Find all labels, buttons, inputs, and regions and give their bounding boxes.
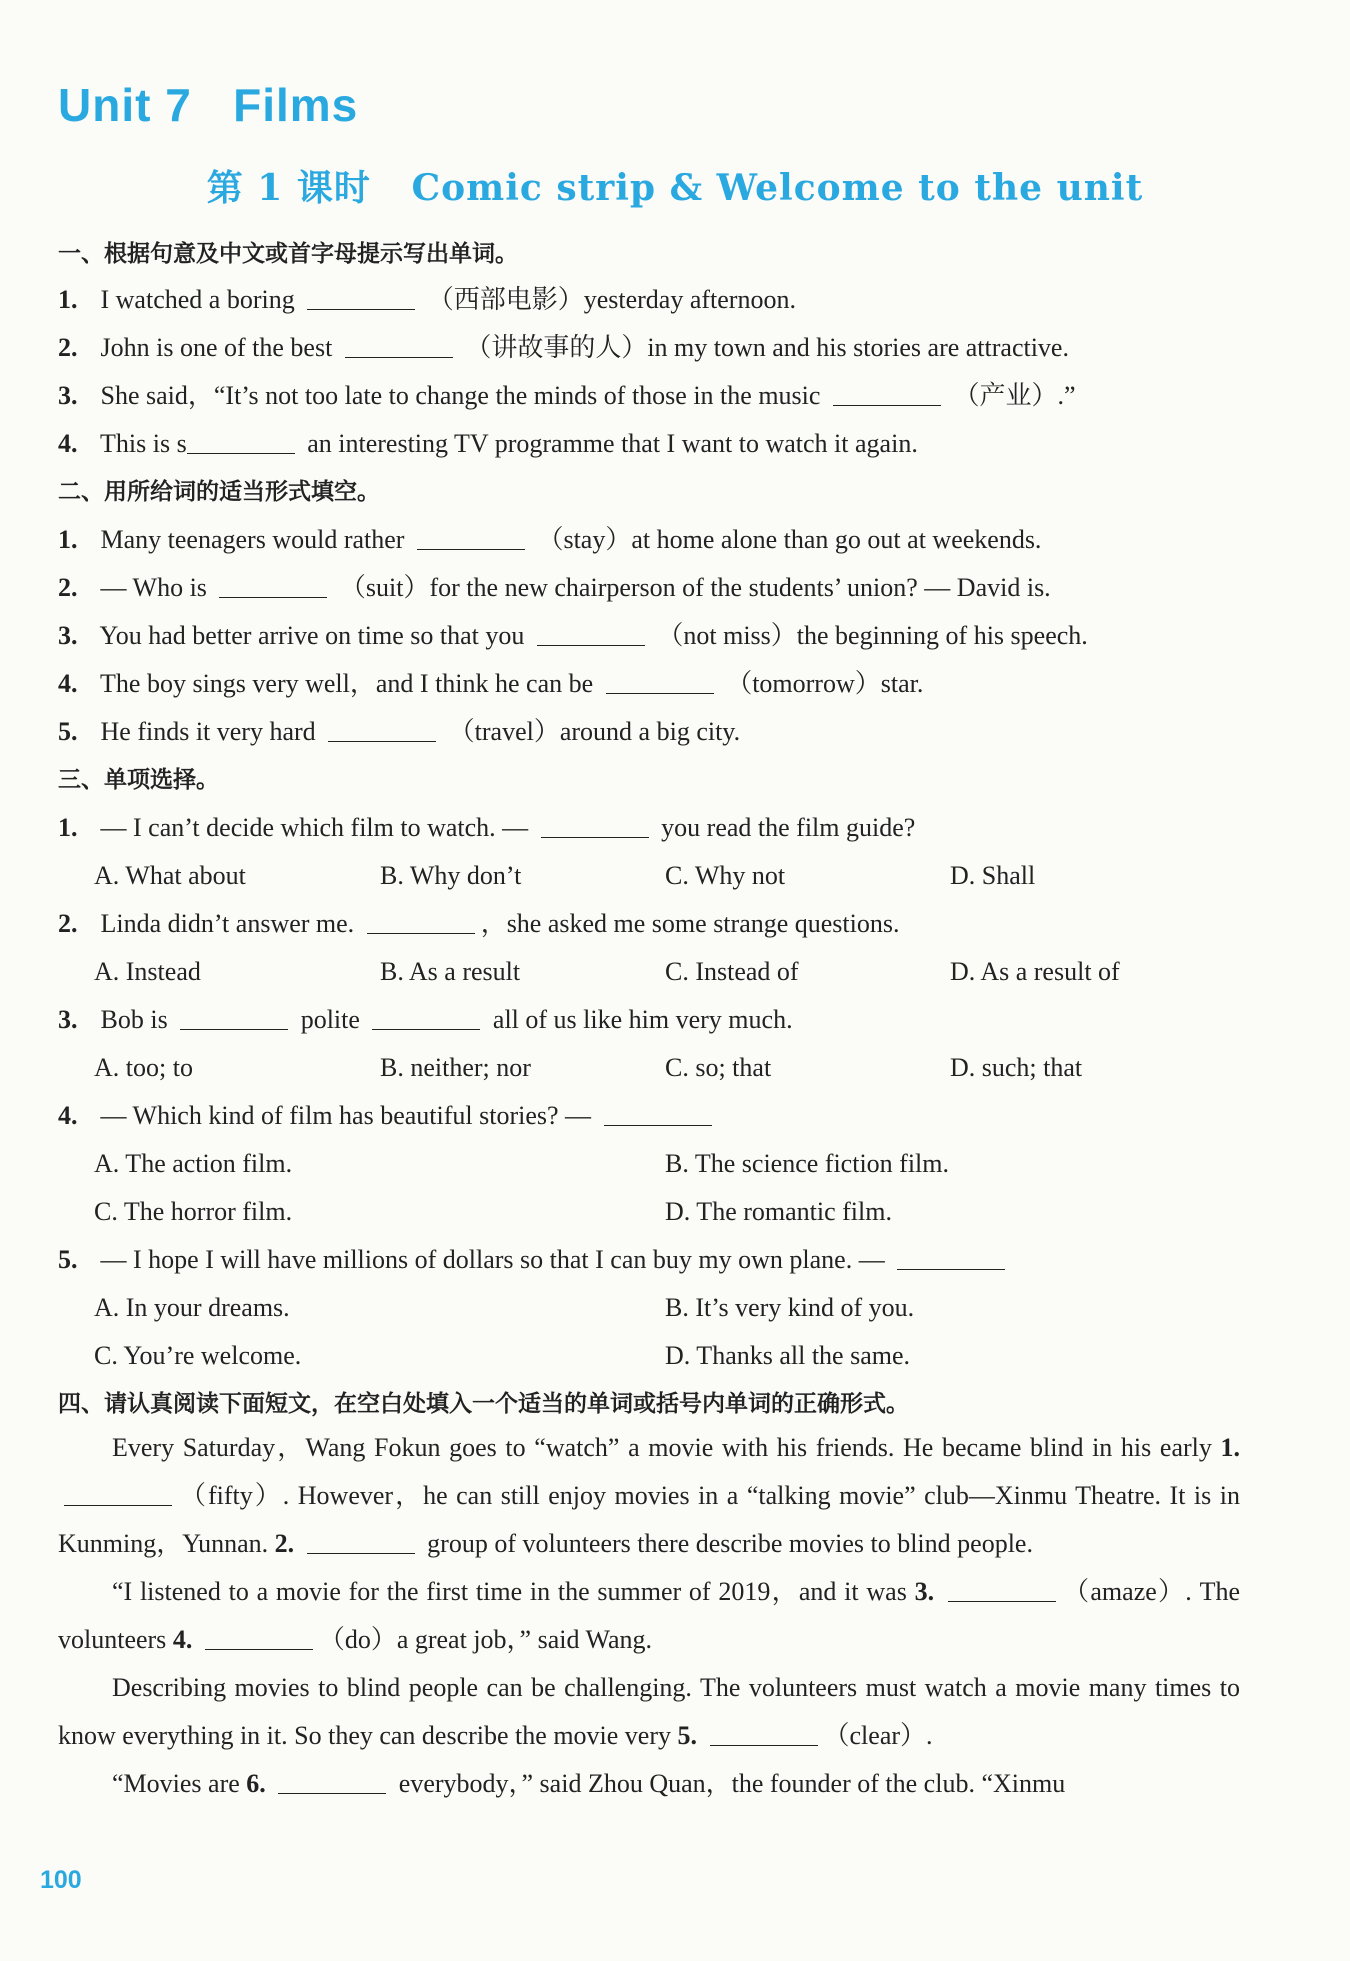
unit-title: Unit 7 Films (58, 79, 359, 131)
question-text: — I hope I will have millions of dollars so that I can buy my own plane. — (100, 1245, 885, 1274)
question-number: 3. (58, 381, 78, 410)
blank-number: 2. (274, 1529, 295, 1558)
question-text: all of us like him very much. (492, 1005, 793, 1034)
question-number: 4. (58, 429, 78, 458)
option-a[interactable]: A. In your dreams. (94, 1293, 290, 1322)
option-c[interactable]: C. Why not (665, 861, 786, 890)
question-text: I watched a boring (100, 285, 295, 314)
answer-blank[interactable] (187, 429, 295, 454)
question-text: （stay）at home alone than go out at weekends. (537, 525, 1042, 554)
question-number: 3. (58, 621, 78, 650)
option-b[interactable]: B. As a result (380, 957, 521, 986)
option-c[interactable]: C. Instead of (665, 957, 799, 986)
question-number: 1. (58, 285, 78, 314)
question-text: Many teenagers would rather (100, 525, 405, 554)
answer-blank[interactable] (219, 573, 327, 598)
option-b[interactable]: B. neither; nor (380, 1053, 531, 1082)
lesson-title: 第 1 课时 Comic strip & Welcome to the unit (206, 167, 1144, 209)
answer-blank[interactable] (604, 1101, 712, 1126)
question-text: polite (300, 1005, 360, 1034)
blank-number: 1. (1220, 1433, 1241, 1462)
question-number: 4. (58, 669, 78, 698)
question-text: you read the film guide? (661, 813, 916, 842)
question-number: 2. (58, 909, 78, 938)
question-line (58, 1002, 1290, 1038)
question-text: — Which kind of film has beautiful stories? — (100, 1101, 592, 1130)
option-b[interactable]: B. It’s very kind of you. (665, 1293, 915, 1322)
question-number: 5. (58, 717, 78, 746)
answer-blank[interactable] (328, 717, 436, 742)
section-heading-4: 四、请认真阅读下面短文，在空白处填入一个适当的单词或括号内单词的正确形式。 (58, 1391, 909, 1417)
question-line (58, 714, 1290, 750)
blank-number: 6. (246, 1769, 266, 1798)
blank-number: 3. (914, 1577, 935, 1606)
answer-blank[interactable] (417, 525, 525, 550)
question-line (58, 330, 1290, 366)
question-number: 3. (58, 1005, 78, 1034)
question-line (58, 666, 1290, 702)
passage-paragraph: “Movies are 6. everybody，” said Zhou Quan，the founder of the club. “Xinmu (112, 1769, 1066, 1798)
section-heading-1: 一、根据句意及中文或首字母提示写出单词。 (58, 241, 518, 267)
answer-blank[interactable] (833, 381, 941, 406)
question-line (58, 426, 1290, 462)
blank-number: 5. (677, 1721, 698, 1750)
question-line (58, 906, 1290, 942)
answer-blank[interactable] (307, 285, 415, 310)
question-number: 4. (58, 1101, 78, 1130)
section-heading-3: 三、单项选择。 (58, 767, 219, 793)
answer-blank[interactable] (710, 1721, 818, 1746)
question-number: 5. (58, 1245, 78, 1274)
option-d[interactable]: D. such; that (950, 1053, 1083, 1082)
question-text: （西部电影）yesterday afternoon. (427, 285, 796, 314)
answer-blank[interactable] (372, 1005, 480, 1030)
question-text: （suit）for the new chairperson of the students’ union? — David is. (339, 573, 1051, 602)
option-b[interactable]: B. The science fiction film. (665, 1149, 949, 1178)
page-number: 100 (40, 1866, 82, 1894)
question-text: ，she asked me some strange questions. (480, 909, 900, 938)
option-d[interactable]: D. The romantic film. (665, 1197, 892, 1226)
question-number: 1. (58, 813, 78, 842)
question-text: （产业）.” (953, 381, 1076, 410)
question-text: Bob is (100, 1005, 168, 1034)
answer-blank[interactable] (948, 1577, 1056, 1602)
passage-paragraph: “I listened to a movie for the first time in the summer of 2019，and it was 3. （amaze）. The volunteers 4. （do）a great job，” said Wang. (58, 1577, 1240, 1654)
question-number: 2. (58, 333, 78, 362)
question-line (58, 378, 1290, 414)
question-line (58, 570, 1290, 606)
answer-blank[interactable] (180, 1005, 288, 1030)
reading-passage (58, 1424, 1240, 1808)
question-line (58, 1098, 1290, 1134)
option-a[interactable]: A. too; to (94, 1053, 193, 1082)
question-number: 2. (58, 573, 78, 602)
option-b[interactable]: B. Why don’t (380, 861, 522, 890)
question-text: （讲故事的人）in my town and his stories are attractive. (465, 333, 1069, 362)
answer-blank[interactable] (345, 333, 453, 358)
option-d[interactable]: D. Shall (950, 861, 1036, 890)
question-text: This is s (100, 429, 187, 458)
option-c[interactable]: C. so; that (665, 1053, 772, 1082)
question-text: You had better arrive on time so that you (99, 621, 525, 650)
option-d[interactable]: D. Thanks all the same. (665, 1341, 911, 1370)
option-a[interactable]: A. The action film. (94, 1149, 293, 1178)
answer-blank[interactable] (897, 1245, 1005, 1270)
option-a[interactable]: A. Instead (94, 957, 201, 986)
section-heading-2: 二、用所给词的适当形式填空。 (58, 479, 380, 505)
question-text: an interesting TV programme that I want to watch it again. (307, 429, 918, 458)
passage-paragraph: Describing movies to blind people can be challenging. The volunteers must watch a movie many times to know everything in it. So they can describe the movie very 5. （clear）. (58, 1673, 1240, 1750)
answer-blank[interactable] (606, 669, 714, 694)
question-text: Linda didn’t answer me. (100, 909, 355, 938)
question-line (58, 618, 1290, 654)
question-number: 1. (58, 525, 78, 554)
question-line (58, 282, 1290, 318)
answer-blank[interactable] (367, 909, 475, 934)
answer-blank[interactable] (205, 1625, 313, 1650)
passage-paragraph: Every Saturday，Wang Fokun goes to “watch” a movie with his friends. He became blind in his early 1. （fifty）. However，he can still enjoy movies in a “talking movie” club—Xinmu Theatre. It is in Kunming，Yunnan. 2. group of volunteers there describe movies to blind people. (58, 1433, 1241, 1558)
answer-blank[interactable] (307, 1529, 415, 1554)
question-line (58, 810, 1290, 846)
answer-blank[interactable] (541, 813, 649, 838)
question-text: He finds it very hard (100, 717, 316, 746)
question-text: She said，“It’s not too late to change the minds of those in the music (100, 381, 821, 410)
option-c[interactable]: C. The horror film. (94, 1197, 293, 1226)
question-text: （tomorrow）star. (726, 669, 924, 698)
question-text: The boy sings very well，and I think he can be (100, 669, 594, 698)
question-line (58, 1242, 1290, 1278)
question-text: — Who is (100, 573, 207, 602)
question-text: （travel）around a big city. (448, 717, 741, 746)
question-text: John is one of the best (100, 333, 333, 362)
blank-number: 4. (172, 1625, 193, 1654)
question-line (58, 522, 1290, 558)
option-a[interactable]: A. What about (94, 861, 246, 890)
answer-blank[interactable] (64, 1481, 172, 1506)
option-d[interactable]: D. As a result of (950, 957, 1120, 986)
option-c[interactable]: C. You’re welcome. (94, 1341, 302, 1370)
question-text: （not miss）the beginning of his speech. (657, 621, 1088, 650)
answer-blank[interactable] (278, 1769, 386, 1794)
question-text: — I can’t decide which film to watch. — (100, 813, 529, 842)
answer-blank[interactable] (537, 621, 645, 646)
